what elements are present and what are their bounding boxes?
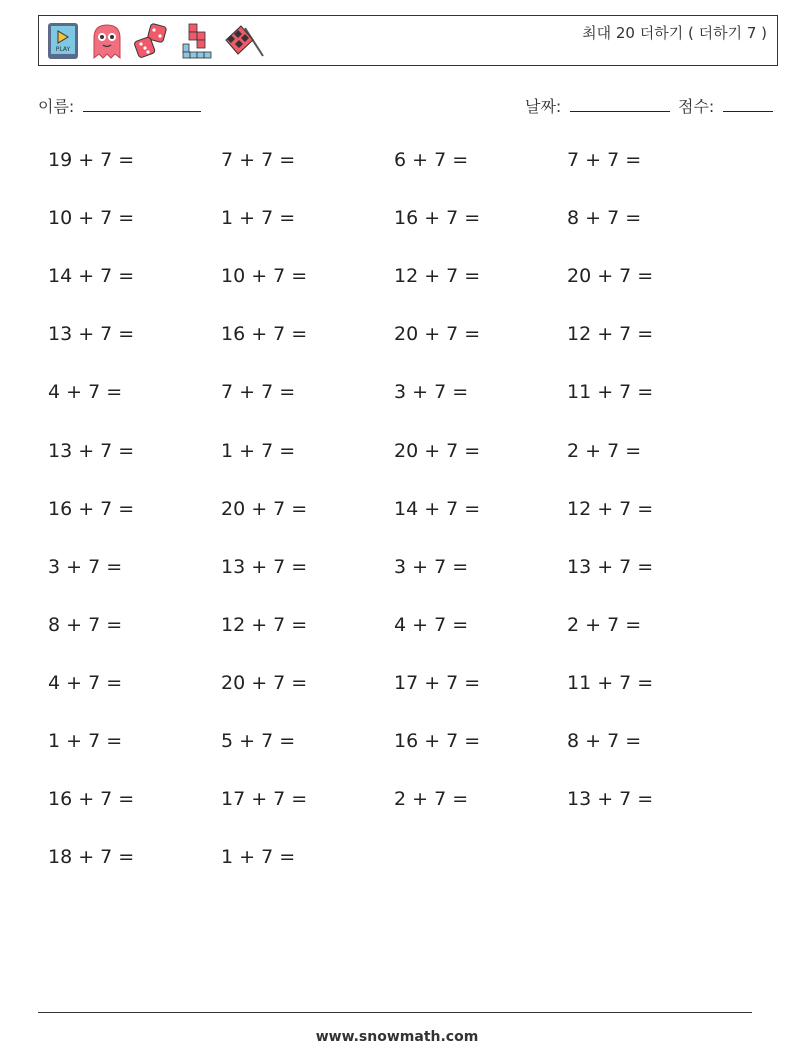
problem-item: 14 + 7 = — [394, 498, 481, 520]
problem-item: 12 + 7 = — [567, 323, 654, 345]
problem-item: 1 + 7 = — [48, 730, 123, 752]
play-tablet-icon — [45, 22, 81, 60]
problem-item: 20 + 7 = — [221, 672, 308, 694]
problem-item: 2 + 7 = — [394, 788, 469, 810]
header-box — [38, 15, 778, 66]
problem-item: 20 + 7 = — [394, 440, 481, 462]
footer-divider — [38, 1012, 752, 1013]
date-blank[interactable] — [570, 97, 670, 112]
problem-item: 20 + 7 = — [221, 498, 308, 520]
problem-item: 5 + 7 = — [221, 730, 296, 752]
problem-item: 3 + 7 = — [394, 381, 469, 403]
dice-icon — [133, 22, 169, 60]
problem-item: 17 + 7 = — [394, 672, 481, 694]
problem-item: 16 + 7 = — [221, 323, 308, 345]
problem-item: 16 + 7 = — [48, 788, 135, 810]
problem-item: 1 + 7 = — [221, 846, 296, 868]
page-title: 최대 20 더하기 ( 더하기 7 ) — [582, 24, 767, 42]
score-field — [678, 94, 773, 117]
problem-item: 4 + 7 = — [394, 614, 469, 636]
problem-item: 13 + 7 = — [567, 788, 654, 810]
problem-item: 4 + 7 = — [48, 381, 123, 403]
name-field — [38, 94, 201, 117]
problem-item: 18 + 7 = — [48, 846, 135, 868]
date-field — [525, 94, 670, 117]
problem-item: 4 + 7 = — [48, 672, 123, 694]
problem-item: 14 + 7 = — [48, 265, 135, 287]
problem-item: 13 + 7 = — [48, 440, 135, 462]
problem-item: 11 + 7 = — [567, 672, 654, 694]
problem-item: 8 + 7 = — [48, 614, 123, 636]
problem-item: 19 + 7 = — [48, 149, 135, 171]
problem-item: 20 + 7 = — [567, 265, 654, 287]
name-blank[interactable] — [83, 97, 201, 112]
problem-item: 2 + 7 = — [567, 614, 642, 636]
problem-item: 8 + 7 = — [567, 730, 642, 752]
problem-item: 16 + 7 = — [394, 730, 481, 752]
problem-item: 1 + 7 = — [221, 207, 296, 229]
problem-item: 10 + 7 = — [221, 265, 308, 287]
footer-url: www.snowmath.com — [315, 1029, 479, 1045]
problem-item: 3 + 7 = — [48, 556, 123, 578]
score-label: 점수: — [678, 97, 715, 116]
problem-item: 6 + 7 = — [394, 149, 469, 171]
problem-item: 13 + 7 = — [48, 323, 135, 345]
problem-item: 7 + 7 = — [221, 381, 296, 403]
problem-item: 17 + 7 = — [221, 788, 308, 810]
svg-text:PLAY: PLAY — [55, 46, 71, 53]
problem-item: 7 + 7 = — [221, 149, 296, 171]
problem-item: 13 + 7 = — [567, 556, 654, 578]
score-blank[interactable] — [723, 97, 773, 112]
problem-item: 3 + 7 = — [394, 556, 469, 578]
date-label: 날짜: — [525, 97, 562, 116]
problem-item: 7 + 7 = — [567, 149, 642, 171]
ghost-icon — [89, 22, 125, 60]
problem-item: 1 + 7 = — [221, 440, 296, 462]
name-label: 이름: — [38, 97, 75, 116]
problem-item: 20 + 7 = — [394, 323, 481, 345]
problem-item: 8 + 7 = — [567, 207, 642, 229]
problem-item: 2 + 7 = — [567, 440, 642, 462]
problem-item: 12 + 7 = — [567, 498, 654, 520]
problem-item: 16 + 7 = — [394, 207, 481, 229]
tetromino-blocks-icon — [179, 22, 215, 60]
problem-item: 10 + 7 = — [48, 207, 135, 229]
checkered-flag-icon — [223, 22, 265, 60]
problem-item: 16 + 7 = — [48, 498, 135, 520]
problem-item: 11 + 7 = — [567, 381, 654, 403]
problem-item: 12 + 7 = — [221, 614, 308, 636]
problem-item: 13 + 7 = — [221, 556, 308, 578]
problem-item: 12 + 7 = — [394, 265, 481, 287]
